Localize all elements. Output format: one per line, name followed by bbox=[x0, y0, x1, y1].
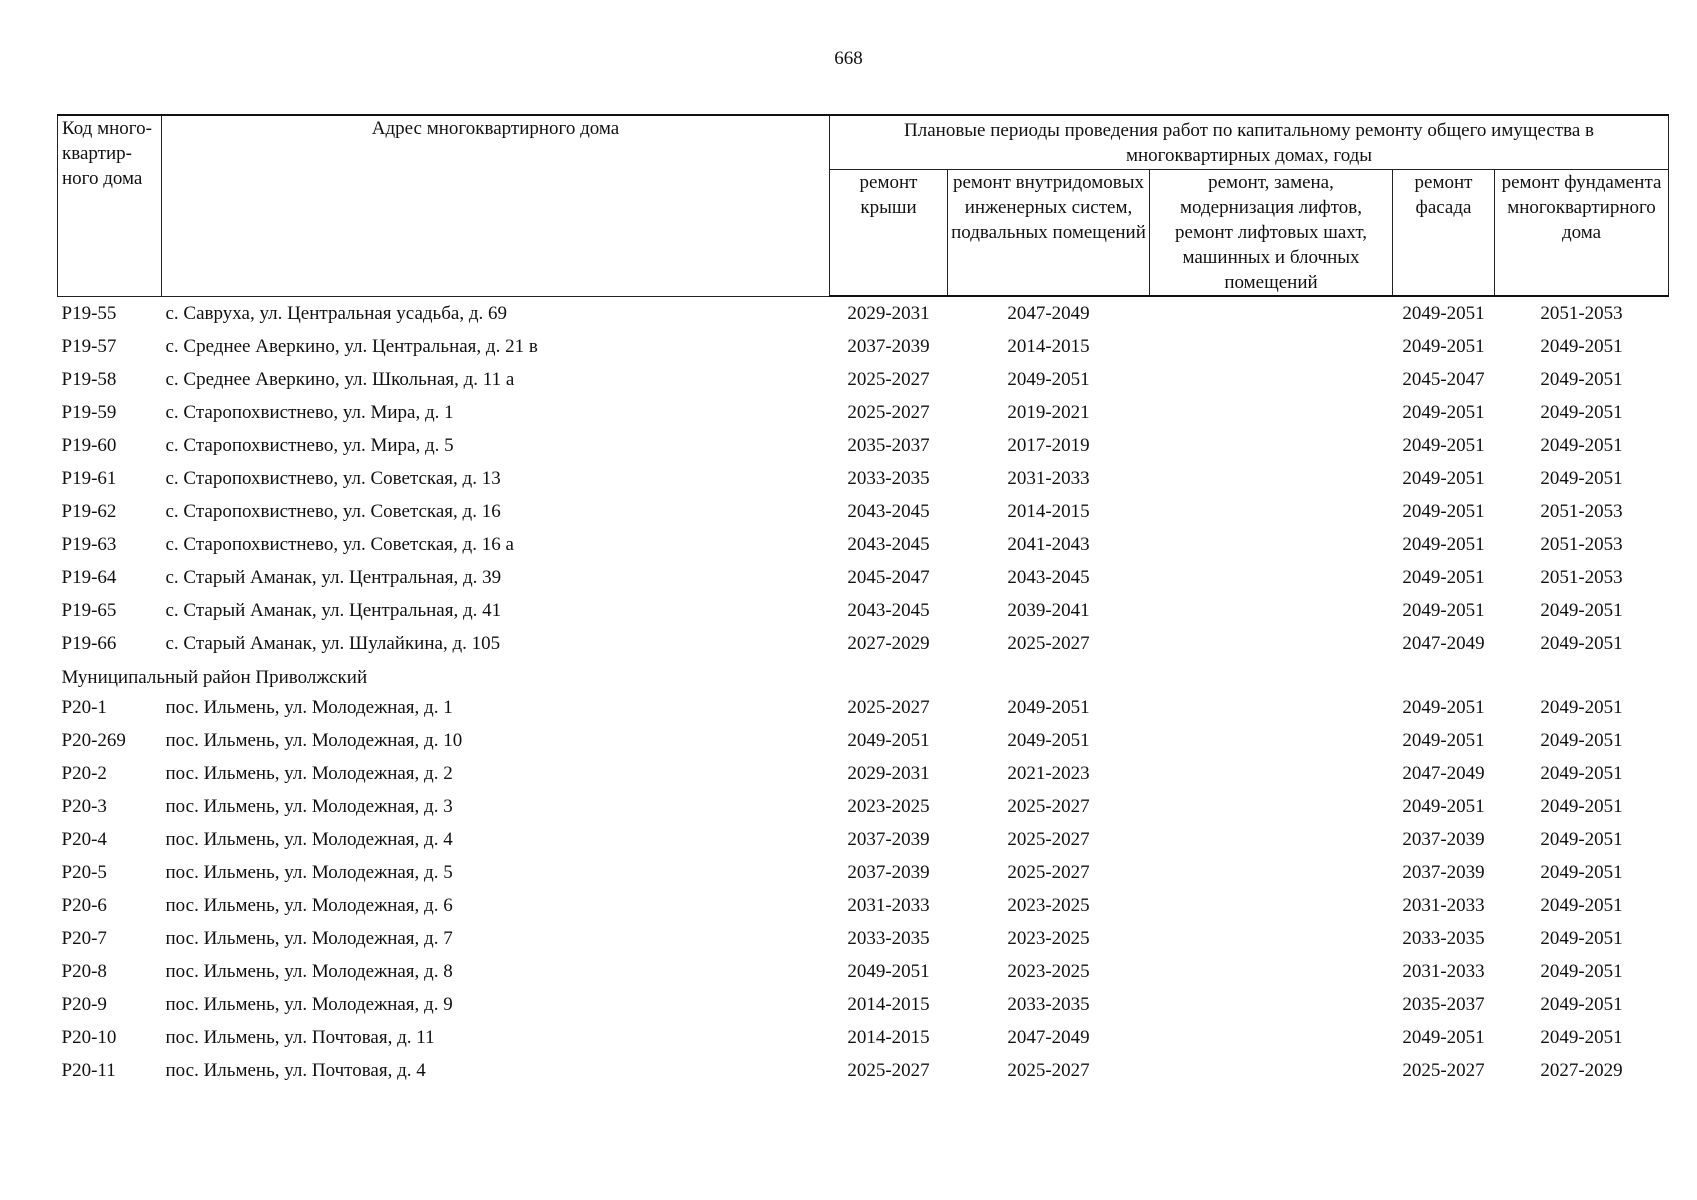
table-row bbox=[58, 724, 1669, 757]
row-engineering: 2023-2025 bbox=[1007, 895, 1090, 916]
row-engineering: 2025-2027 bbox=[1007, 829, 1090, 850]
table-row bbox=[58, 856, 1669, 889]
row-foundation: 2027-2029 bbox=[1540, 1060, 1623, 1081]
row-lift bbox=[1150, 724, 1393, 757]
row-facade: 2049-2051 bbox=[1402, 567, 1485, 588]
row-address: с. Старопохвистнево, ул. Советская, д. 13 bbox=[165, 468, 501, 489]
row-engineering: 2014-2015 bbox=[1007, 336, 1090, 357]
row-engineering: 2041-2043 bbox=[1007, 534, 1090, 555]
table-row bbox=[58, 1054, 1669, 1087]
row-foundation: 2049-2051 bbox=[1540, 435, 1623, 456]
table-row bbox=[58, 627, 1669, 660]
row-facade: 2049-2051 bbox=[1402, 1027, 1485, 1048]
table-row bbox=[58, 495, 1669, 528]
row-facade: 2037-2039 bbox=[1402, 862, 1485, 883]
row-foundation: 2049-2051 bbox=[1540, 862, 1623, 883]
table-row bbox=[58, 790, 1669, 823]
row-roof: 2027-2029 bbox=[847, 633, 930, 654]
table-row bbox=[58, 429, 1669, 462]
row-roof: 2049-2051 bbox=[847, 961, 930, 982]
row-lift bbox=[1150, 1021, 1393, 1054]
row-address: пос. Ильмень, ул. Молодежная, д. 8 bbox=[165, 961, 453, 982]
table-row bbox=[58, 757, 1669, 790]
row-roof: 2014-2015 bbox=[847, 1027, 930, 1048]
row-roof: 2025-2027 bbox=[847, 696, 930, 718]
row-facade: 2047-2049 bbox=[1402, 763, 1485, 784]
row-foundation: 2049-2051 bbox=[1540, 730, 1623, 751]
row-roof: 2037-2039 bbox=[847, 336, 930, 357]
row-lift bbox=[1150, 790, 1393, 823]
row-engineering: 2033-2035 bbox=[1007, 994, 1090, 1015]
row-lift bbox=[1150, 690, 1393, 724]
row-facade: 2049-2051 bbox=[1402, 730, 1485, 751]
row-engineering: 2025-2027 bbox=[1007, 796, 1090, 817]
row-address: с. Савруха, ул. Центральная усадьба, д. 69 bbox=[165, 302, 507, 324]
header-address: Адрес многоквартирного дома bbox=[162, 115, 830, 296]
row-address: пос. Ильмень, ул. Молодежная, д. 9 bbox=[165, 994, 453, 1015]
row-roof: 2029-2031 bbox=[847, 763, 930, 784]
row-foundation: 2049-2051 bbox=[1540, 402, 1623, 423]
header-facade: ремонт фасада bbox=[1393, 170, 1495, 297]
row-facade: 2035-2037 bbox=[1402, 994, 1485, 1015]
row-engineering: 2049-2051 bbox=[1007, 696, 1090, 718]
row-foundation: 2051-2053 bbox=[1540, 534, 1623, 555]
row-code: Р19-58 bbox=[61, 369, 117, 390]
table-row bbox=[58, 1021, 1669, 1054]
row-code: Р20-269 bbox=[61, 730, 126, 751]
row-facade: 2025-2027 bbox=[1402, 1060, 1485, 1081]
row-roof: 2043-2045 bbox=[847, 600, 930, 621]
header-engineering: ремонт внутридомовых инженерных систем, подвальных помещений bbox=[948, 170, 1150, 297]
row-roof: 2037-2039 bbox=[847, 862, 930, 883]
row-foundation: 2049-2051 bbox=[1540, 336, 1623, 357]
row-engineering: 2023-2025 bbox=[1007, 928, 1090, 949]
table-row bbox=[58, 462, 1669, 495]
row-lift bbox=[1150, 955, 1393, 988]
row-code: Р19-59 bbox=[61, 402, 117, 423]
row-lift bbox=[1150, 396, 1393, 429]
row-engineering: 2014-2015 bbox=[1007, 501, 1090, 522]
row-facade: 2049-2051 bbox=[1402, 468, 1485, 489]
row-code: Р20-8 bbox=[61, 961, 107, 982]
row-foundation: 2049-2051 bbox=[1540, 763, 1623, 784]
row-code: Р20-5 bbox=[61, 862, 107, 883]
row-roof: 2025-2027 bbox=[847, 1060, 930, 1081]
row-roof: 2033-2035 bbox=[847, 928, 930, 949]
row-code: Р19-65 bbox=[61, 600, 117, 621]
row-facade: 2031-2033 bbox=[1402, 961, 1485, 982]
row-address: с. Старый Аманак, ул. Центральная, д. 39 bbox=[165, 567, 502, 588]
row-address: пос. Ильмень, ул. Молодежная, д. 5 bbox=[165, 862, 453, 883]
row-address: с. Среднее Аверкино, ул. Центральная, д. 21 в bbox=[165, 336, 538, 357]
row-facade: 2049-2051 bbox=[1402, 796, 1485, 817]
row-roof: 2023-2025 bbox=[847, 796, 930, 817]
row-foundation: 2049-2051 bbox=[1540, 961, 1623, 982]
row-lift bbox=[1150, 528, 1393, 561]
row-engineering: 2021-2023 bbox=[1007, 763, 1090, 784]
row-foundation: 2049-2051 bbox=[1540, 895, 1623, 916]
row-code: Р19-57 bbox=[61, 336, 117, 357]
row-lift bbox=[1150, 627, 1393, 660]
table-row bbox=[58, 594, 1669, 627]
row-address: пос. Ильмень, ул. Молодежная, д. 3 bbox=[165, 796, 453, 817]
row-code: Р19-63 bbox=[61, 534, 117, 555]
row-roof: 2025-2027 bbox=[847, 369, 930, 390]
row-facade: 2049-2051 bbox=[1402, 435, 1485, 456]
row-lift bbox=[1150, 462, 1393, 495]
row-foundation: 2049-2051 bbox=[1540, 928, 1623, 949]
header-foundation: ремонт фундамента многоквартирного дома bbox=[1495, 170, 1669, 297]
row-facade: 2049-2051 bbox=[1402, 534, 1485, 555]
row-address: пос. Ильмень, ул. Молодежная, д. 6 bbox=[165, 895, 453, 916]
row-roof: 2049-2051 bbox=[847, 730, 930, 751]
row-facade: 2037-2039 bbox=[1402, 829, 1485, 850]
table-row bbox=[58, 296, 1669, 330]
row-address: с. Среднее Аверкино, ул. Школьная, д. 11 а bbox=[165, 369, 515, 390]
row-engineering: 2047-2049 bbox=[1007, 303, 1090, 324]
row-foundation: 2051-2053 bbox=[1540, 567, 1623, 588]
row-code: Р19-61 bbox=[61, 468, 117, 489]
header-roof: ремонт крыши bbox=[830, 170, 948, 297]
row-engineering: 2043-2045 bbox=[1007, 567, 1090, 588]
row-facade: 2049-2051 bbox=[1402, 336, 1485, 357]
row-code: Р20-6 bbox=[61, 895, 107, 916]
row-engineering: 2031-2033 bbox=[1007, 468, 1090, 489]
row-address: с. Старопохвистнево, ул. Советская, д. 16 bbox=[165, 501, 501, 522]
row-facade: 2049-2051 bbox=[1402, 600, 1485, 621]
row-address: пос. Ильмень, ул. Молодежная, д. 7 bbox=[165, 928, 453, 949]
row-lift bbox=[1150, 922, 1393, 955]
row-address: с. Старопохвистнево, ул. Мира, д. 5 bbox=[165, 435, 454, 456]
row-code: Р20-10 bbox=[61, 1027, 117, 1048]
table-row bbox=[58, 823, 1669, 856]
row-roof: 2037-2039 bbox=[847, 829, 930, 850]
row-code: Р19-62 bbox=[61, 501, 117, 522]
row-facade: 2049-2051 bbox=[1402, 696, 1485, 718]
row-address: с. Старопохвистнево, ул. Советская, д. 16 а bbox=[165, 534, 514, 555]
row-address: пос. Ильмень, ул. Молодежная, д. 2 bbox=[165, 763, 453, 784]
row-code: Р19-66 bbox=[61, 633, 117, 654]
row-foundation: 2049-2051 bbox=[1540, 633, 1623, 654]
row-lift bbox=[1150, 429, 1393, 462]
row-foundation: 2049-2051 bbox=[1540, 829, 1623, 850]
row-facade: 2033-2035 bbox=[1402, 928, 1485, 949]
row-code: Р20-9 bbox=[61, 994, 107, 1015]
row-facade: 2047-2049 bbox=[1402, 633, 1485, 654]
row-code: Р20-3 bbox=[61, 796, 107, 817]
row-address: с. Старопохвистнево, ул. Мира, д. 1 bbox=[165, 402, 454, 423]
header-plan-title: Плановые периоды проведения работ по капитальному ремонту общего имущества в многоквартирных домах, годы bbox=[830, 115, 1669, 170]
table-row bbox=[58, 889, 1669, 922]
row-facade: 2031-2033 bbox=[1402, 895, 1485, 916]
row-roof: 2045-2047 bbox=[847, 567, 930, 588]
row-engineering: 2019-2021 bbox=[1007, 402, 1090, 423]
row-lift bbox=[1150, 823, 1393, 856]
table-row bbox=[58, 561, 1669, 594]
row-lift bbox=[1150, 330, 1393, 363]
table-row bbox=[58, 330, 1669, 363]
row-engineering: 2017-2019 bbox=[1007, 435, 1090, 456]
row-engineering: 2039-2041 bbox=[1007, 600, 1090, 621]
row-address: пос. Ильмень, ул. Почтовая, д. 11 bbox=[165, 1027, 435, 1048]
row-address: пос. Ильмень, ул. Молодежная, д. 10 bbox=[165, 730, 463, 751]
page-number: 668 bbox=[834, 48, 863, 69]
row-lift bbox=[1150, 757, 1393, 790]
row-code: Р19-64 bbox=[61, 567, 117, 588]
table-row bbox=[58, 922, 1669, 955]
row-foundation: 2051-2053 bbox=[1540, 303, 1623, 324]
row-lift bbox=[1150, 296, 1393, 330]
row-code: Р20-7 bbox=[61, 928, 107, 949]
row-roof: 2029-2031 bbox=[847, 303, 930, 324]
row-foundation: 2049-2051 bbox=[1540, 468, 1623, 489]
row-address: с. Старый Аманак, ул. Шулайкина, д. 105 bbox=[165, 633, 501, 654]
row-foundation: 2049-2051 bbox=[1540, 696, 1623, 718]
row-roof: 2035-2037 bbox=[847, 435, 930, 456]
row-engineering: 2025-2027 bbox=[1007, 633, 1090, 654]
row-foundation: 2049-2051 bbox=[1540, 1027, 1623, 1048]
row-engineering: 2023-2025 bbox=[1007, 961, 1090, 982]
repair-schedule-table-container bbox=[57, 114, 1668, 1087]
row-foundation: 2049-2051 bbox=[1540, 600, 1623, 621]
row-roof: 2043-2045 bbox=[847, 534, 930, 555]
row-code: Р20-4 bbox=[61, 829, 107, 850]
row-roof: 2031-2033 bbox=[847, 895, 930, 916]
row-address: пос. Ильмень, ул. Молодежная, д. 1 bbox=[165, 696, 453, 718]
row-lift bbox=[1150, 594, 1393, 627]
table-row bbox=[58, 988, 1669, 1021]
table-row bbox=[58, 363, 1669, 396]
repair-schedule-table bbox=[57, 114, 1669, 1087]
row-roof: 2014-2015 bbox=[847, 994, 930, 1015]
row-engineering: 2025-2027 bbox=[1007, 862, 1090, 883]
row-facade: 2049-2051 bbox=[1402, 402, 1485, 423]
row-code: Р19-55 bbox=[61, 302, 117, 324]
row-address: пос. Ильмень, ул. Почтовая, д. 4 bbox=[165, 1060, 426, 1081]
table-row bbox=[58, 396, 1669, 429]
row-lift bbox=[1150, 889, 1393, 922]
row-lift bbox=[1150, 363, 1393, 396]
row-roof: 2043-2045 bbox=[847, 501, 930, 522]
row-code: Р20-11 bbox=[61, 1060, 116, 1081]
row-roof: 2025-2027 bbox=[847, 402, 930, 423]
row-engineering: 2049-2051 bbox=[1007, 730, 1090, 751]
table-body bbox=[58, 296, 1669, 1087]
header-lift: ремонт, замена, модернизация лифтов, ремонт лифтовых шахт, машинных и блочных помещений bbox=[1150, 170, 1393, 297]
row-code: Р20-2 bbox=[61, 763, 107, 784]
row-facade: 2049-2051 bbox=[1402, 501, 1485, 522]
group-title: Муниципальный район Приволжский bbox=[61, 667, 368, 688]
row-engineering: 2049-2051 bbox=[1007, 369, 1090, 390]
table-header bbox=[58, 115, 1669, 296]
row-foundation: 2051-2053 bbox=[1540, 501, 1623, 522]
row-address: пос. Ильмень, ул. Молодежная, д. 4 bbox=[165, 829, 453, 850]
row-foundation: 2049-2051 bbox=[1540, 796, 1623, 817]
row-foundation: 2049-2051 bbox=[1540, 994, 1623, 1015]
row-facade: 2049-2051 bbox=[1402, 303, 1485, 324]
header-code: Код много-квартир-ного дома bbox=[58, 115, 162, 296]
table-row bbox=[58, 528, 1669, 561]
group-row bbox=[58, 660, 1669, 690]
row-lift bbox=[1150, 1054, 1393, 1087]
row-lift bbox=[1150, 856, 1393, 889]
row-address: с. Старый Аманак, ул. Центральная, д. 41 bbox=[165, 600, 502, 621]
table-row bbox=[58, 690, 1669, 724]
row-lift bbox=[1150, 988, 1393, 1021]
row-lift bbox=[1150, 495, 1393, 528]
row-code: Р20-1 bbox=[61, 696, 107, 718]
row-lift bbox=[1150, 561, 1393, 594]
row-roof: 2033-2035 bbox=[847, 468, 930, 489]
row-engineering: 2047-2049 bbox=[1007, 1027, 1090, 1048]
row-engineering: 2025-2027 bbox=[1007, 1060, 1090, 1081]
row-facade: 2045-2047 bbox=[1402, 369, 1485, 390]
row-foundation: 2049-2051 bbox=[1540, 369, 1623, 390]
table-row bbox=[58, 955, 1669, 988]
row-code: Р19-60 bbox=[61, 435, 117, 456]
